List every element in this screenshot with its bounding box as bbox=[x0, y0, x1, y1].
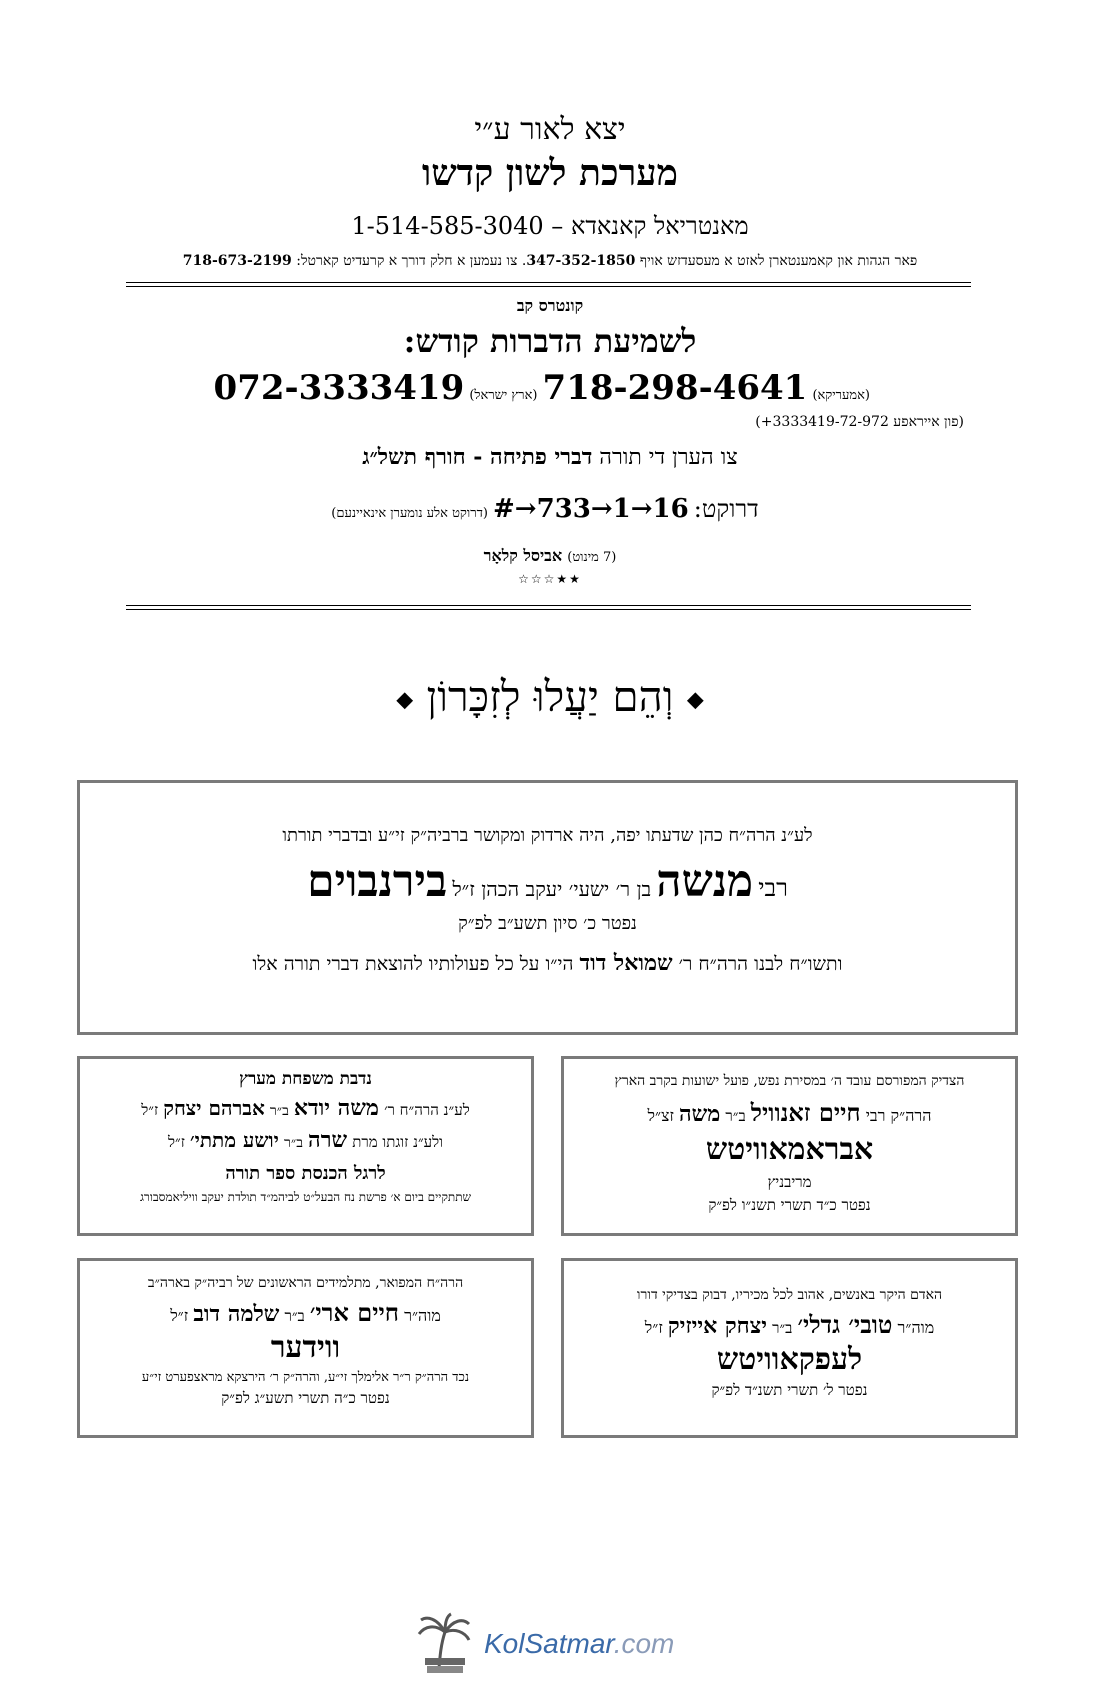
press-label: דרוקט: bbox=[693, 495, 759, 523]
thanks-pre: ותשו״ח לבנו הרה״ח ר׳ bbox=[678, 953, 843, 975]
europe-line: (פון אייראפע 3333419-72-972+) bbox=[755, 414, 964, 430]
box-ben: ב״ר bbox=[284, 1135, 303, 1151]
divider bbox=[126, 282, 971, 283]
divider bbox=[126, 609, 971, 610]
box-father: שלמה דוב bbox=[193, 1301, 280, 1327]
contact-note-text: פאר הגהות און קאמענטארן לאזט א מעסעדזש אויף bbox=[639, 253, 918, 269]
brand-domain: .com bbox=[613, 1628, 675, 1659]
box-ben: ב״ר bbox=[269, 1103, 289, 1119]
box-surname: ווידער bbox=[270, 1330, 341, 1365]
box-name: טובי׳ גדלי׳ bbox=[797, 1310, 893, 1339]
palm-tree-logo-icon bbox=[415, 1612, 473, 1674]
box-ben: ב״ר bbox=[284, 1307, 305, 1325]
hear-title: דברי פתיחה - חורף תשל״ג bbox=[362, 444, 593, 470]
memorial-box-lefkowitz bbox=[561, 1258, 1018, 1438]
reader-name: אביסל קלאָר bbox=[483, 546, 563, 565]
thanks-name: שמואל דוד bbox=[579, 950, 673, 976]
memorial-title: וְהֵם יַעֲלוּ לְזִכָּרוֹן bbox=[426, 672, 674, 721]
diamond-icon: ◆ bbox=[686, 687, 704, 713]
america-phone: 718-298-4641 bbox=[542, 368, 808, 408]
box-line-2 bbox=[80, 1127, 531, 1153]
main-box-thanks bbox=[80, 950, 1015, 976]
israel-phone: 072-3333419 bbox=[213, 368, 465, 408]
box-line1: הצדיק המפורסם עובד ה׳ במסירת נפש, פועל ישועות בקרב הארץ bbox=[614, 1073, 965, 1089]
divider bbox=[126, 286, 971, 287]
published-by: יצא לאור ע״י bbox=[474, 112, 626, 147]
box-name-line bbox=[80, 1298, 531, 1328]
box-pre: הרה״ק רבי bbox=[865, 1106, 932, 1125]
duration-line bbox=[0, 546, 1100, 566]
contact-note bbox=[0, 253, 1100, 270]
duration: (7 מינוט) bbox=[567, 550, 617, 565]
box-line1: הרה״ח המפואר, מתלמידים הראשונים של רביה״ק בארה״ב bbox=[147, 1275, 464, 1291]
box-name: שרה bbox=[308, 1127, 348, 1153]
org-location-line: מאנטריאל קאנאדא – 1-514-585-3040 bbox=[351, 212, 749, 240]
box-father: יצחק אייזיק bbox=[667, 1313, 767, 1339]
main-box-died: נפטר כ׳ סיון תשע״ב לפ״ק bbox=[458, 913, 637, 934]
box-grandson: נכד הרה״ק ר״ר אלימלך זי״ע, והרה״ק ר׳ הירצקא מראצפערט זי״ע bbox=[141, 1370, 470, 1385]
box-header: נדבת משפחת מערץ bbox=[239, 1069, 372, 1089]
israel-label: (ארץ ישראל) bbox=[469, 388, 538, 403]
main-box-line1: לע״נ הרה״ח כהן שדעתו יפה, היה ארדוק ומקושר ברביה״ק זי״ע ובדברי תורתו bbox=[282, 825, 813, 846]
main-box-name-line bbox=[80, 856, 1015, 907]
box-post: ז״ל bbox=[644, 1318, 663, 1337]
contact-note-text-2: . צו נעמען א חלק דורך א קרעדיט קארטל: bbox=[296, 253, 527, 269]
hotline-title: לשמיעת הדברות קודש: bbox=[403, 322, 697, 360]
footer-brand bbox=[484, 1628, 674, 1660]
box-father: יושע מתתי׳ bbox=[189, 1128, 279, 1152]
hear-line bbox=[0, 444, 1100, 470]
main-memorial-box bbox=[77, 780, 1018, 1035]
hear-pre: צו הערן די תורה bbox=[599, 445, 738, 470]
box-pre: ולע״נ זוגתו מרת bbox=[352, 1133, 444, 1151]
box-name: משה יודא bbox=[293, 1095, 379, 1121]
memorial-box-merz bbox=[77, 1056, 534, 1236]
memorial-title-line bbox=[0, 672, 1100, 722]
thanks-post: הי״ו על כל פעולותיו להוצאת דברי תורה אלו bbox=[252, 953, 574, 975]
box-post: ז״ל bbox=[141, 1101, 159, 1119]
press-sequence: #→733→1→16 bbox=[493, 494, 689, 524]
memorial-box-weider bbox=[77, 1258, 534, 1438]
america-label: (אמעריקא) bbox=[812, 388, 870, 403]
box-line1: האדם היקר באנשים, אהוב לכל מכיריו, דבוק בצדיקי דורו bbox=[636, 1287, 943, 1303]
memorial-box-abramowitz bbox=[561, 1056, 1018, 1236]
box-post: ז״ל bbox=[167, 1133, 185, 1151]
box-post: זצ״ל bbox=[647, 1106, 674, 1125]
box-father: משה bbox=[679, 1101, 721, 1127]
box-line-1 bbox=[80, 1095, 531, 1121]
box-pre: מוה״ר bbox=[404, 1306, 441, 1325]
org-location: מאנטריאל קאנאדא bbox=[570, 212, 749, 240]
box-father: אברהם יצחק bbox=[163, 1096, 265, 1120]
box-name: חיים ארי׳ bbox=[309, 1298, 399, 1327]
org-name: מערכת לשון קדשו bbox=[421, 152, 678, 194]
box-died: נפטר כ״ה תשרי תשע״ג לפ״ק bbox=[221, 1389, 390, 1407]
box-name-line bbox=[564, 1098, 1015, 1128]
org-phone: 1-514-585-3040 bbox=[351, 212, 544, 240]
main-box-ben: בן ר׳ ישעי׳ יעקב הכהן ז״ל bbox=[452, 877, 652, 901]
box-occasion-detail: שתתקיים ביום א׳ פרשת נח הבעל״ט לביהמ״ד תולדת יעקב וויליאמסבורג bbox=[139, 1190, 472, 1204]
box-post: ז״ל bbox=[170, 1306, 189, 1325]
press-line bbox=[290, 494, 800, 524]
phone-line bbox=[213, 368, 870, 408]
box-surname: אבראמאוויטש bbox=[705, 1132, 874, 1167]
main-box-surname: בירנבוים bbox=[307, 856, 448, 907]
main-box-name: מנשה bbox=[656, 856, 754, 907]
brand-name: KolSatmar bbox=[484, 1628, 614, 1659]
kuntres-label: קונטרס קב bbox=[516, 296, 584, 315]
comment-phone: 347-352-1850 bbox=[526, 253, 636, 269]
box-pre: מוה״ר bbox=[897, 1318, 935, 1337]
box-pre: לע״נ הרה״ח ר׳ bbox=[384, 1101, 470, 1119]
box-ben: ב״ר bbox=[725, 1107, 746, 1125]
rating-stars: ★★☆☆☆ bbox=[518, 572, 582, 586]
main-box-rabbi: רבי bbox=[758, 874, 788, 902]
box-surname: לעפקאוויטש bbox=[716, 1342, 863, 1377]
box-died: נפטר כ״ד תשרי תשנ״ו לפ״ק bbox=[708, 1196, 871, 1214]
press-note: (דרוקט אלע נומערן אינאיינעם) bbox=[331, 506, 488, 521]
credit-card-phone: 718-673-2199 bbox=[182, 253, 292, 269]
box-place: מריבניץ bbox=[767, 1173, 812, 1191]
box-ben: ב״ר bbox=[772, 1319, 793, 1337]
diamond-icon: ◆ bbox=[396, 687, 414, 713]
box-name: חיים זאנוויל bbox=[750, 1098, 861, 1127]
divider bbox=[126, 605, 971, 606]
box-occasion: לרגל הכנסת ספר תורה bbox=[225, 1163, 386, 1184]
box-died: נפטר ל׳ תשרי תשנ״ד לפ״ק bbox=[711, 1381, 868, 1399]
box-name-line bbox=[564, 1310, 1015, 1340]
